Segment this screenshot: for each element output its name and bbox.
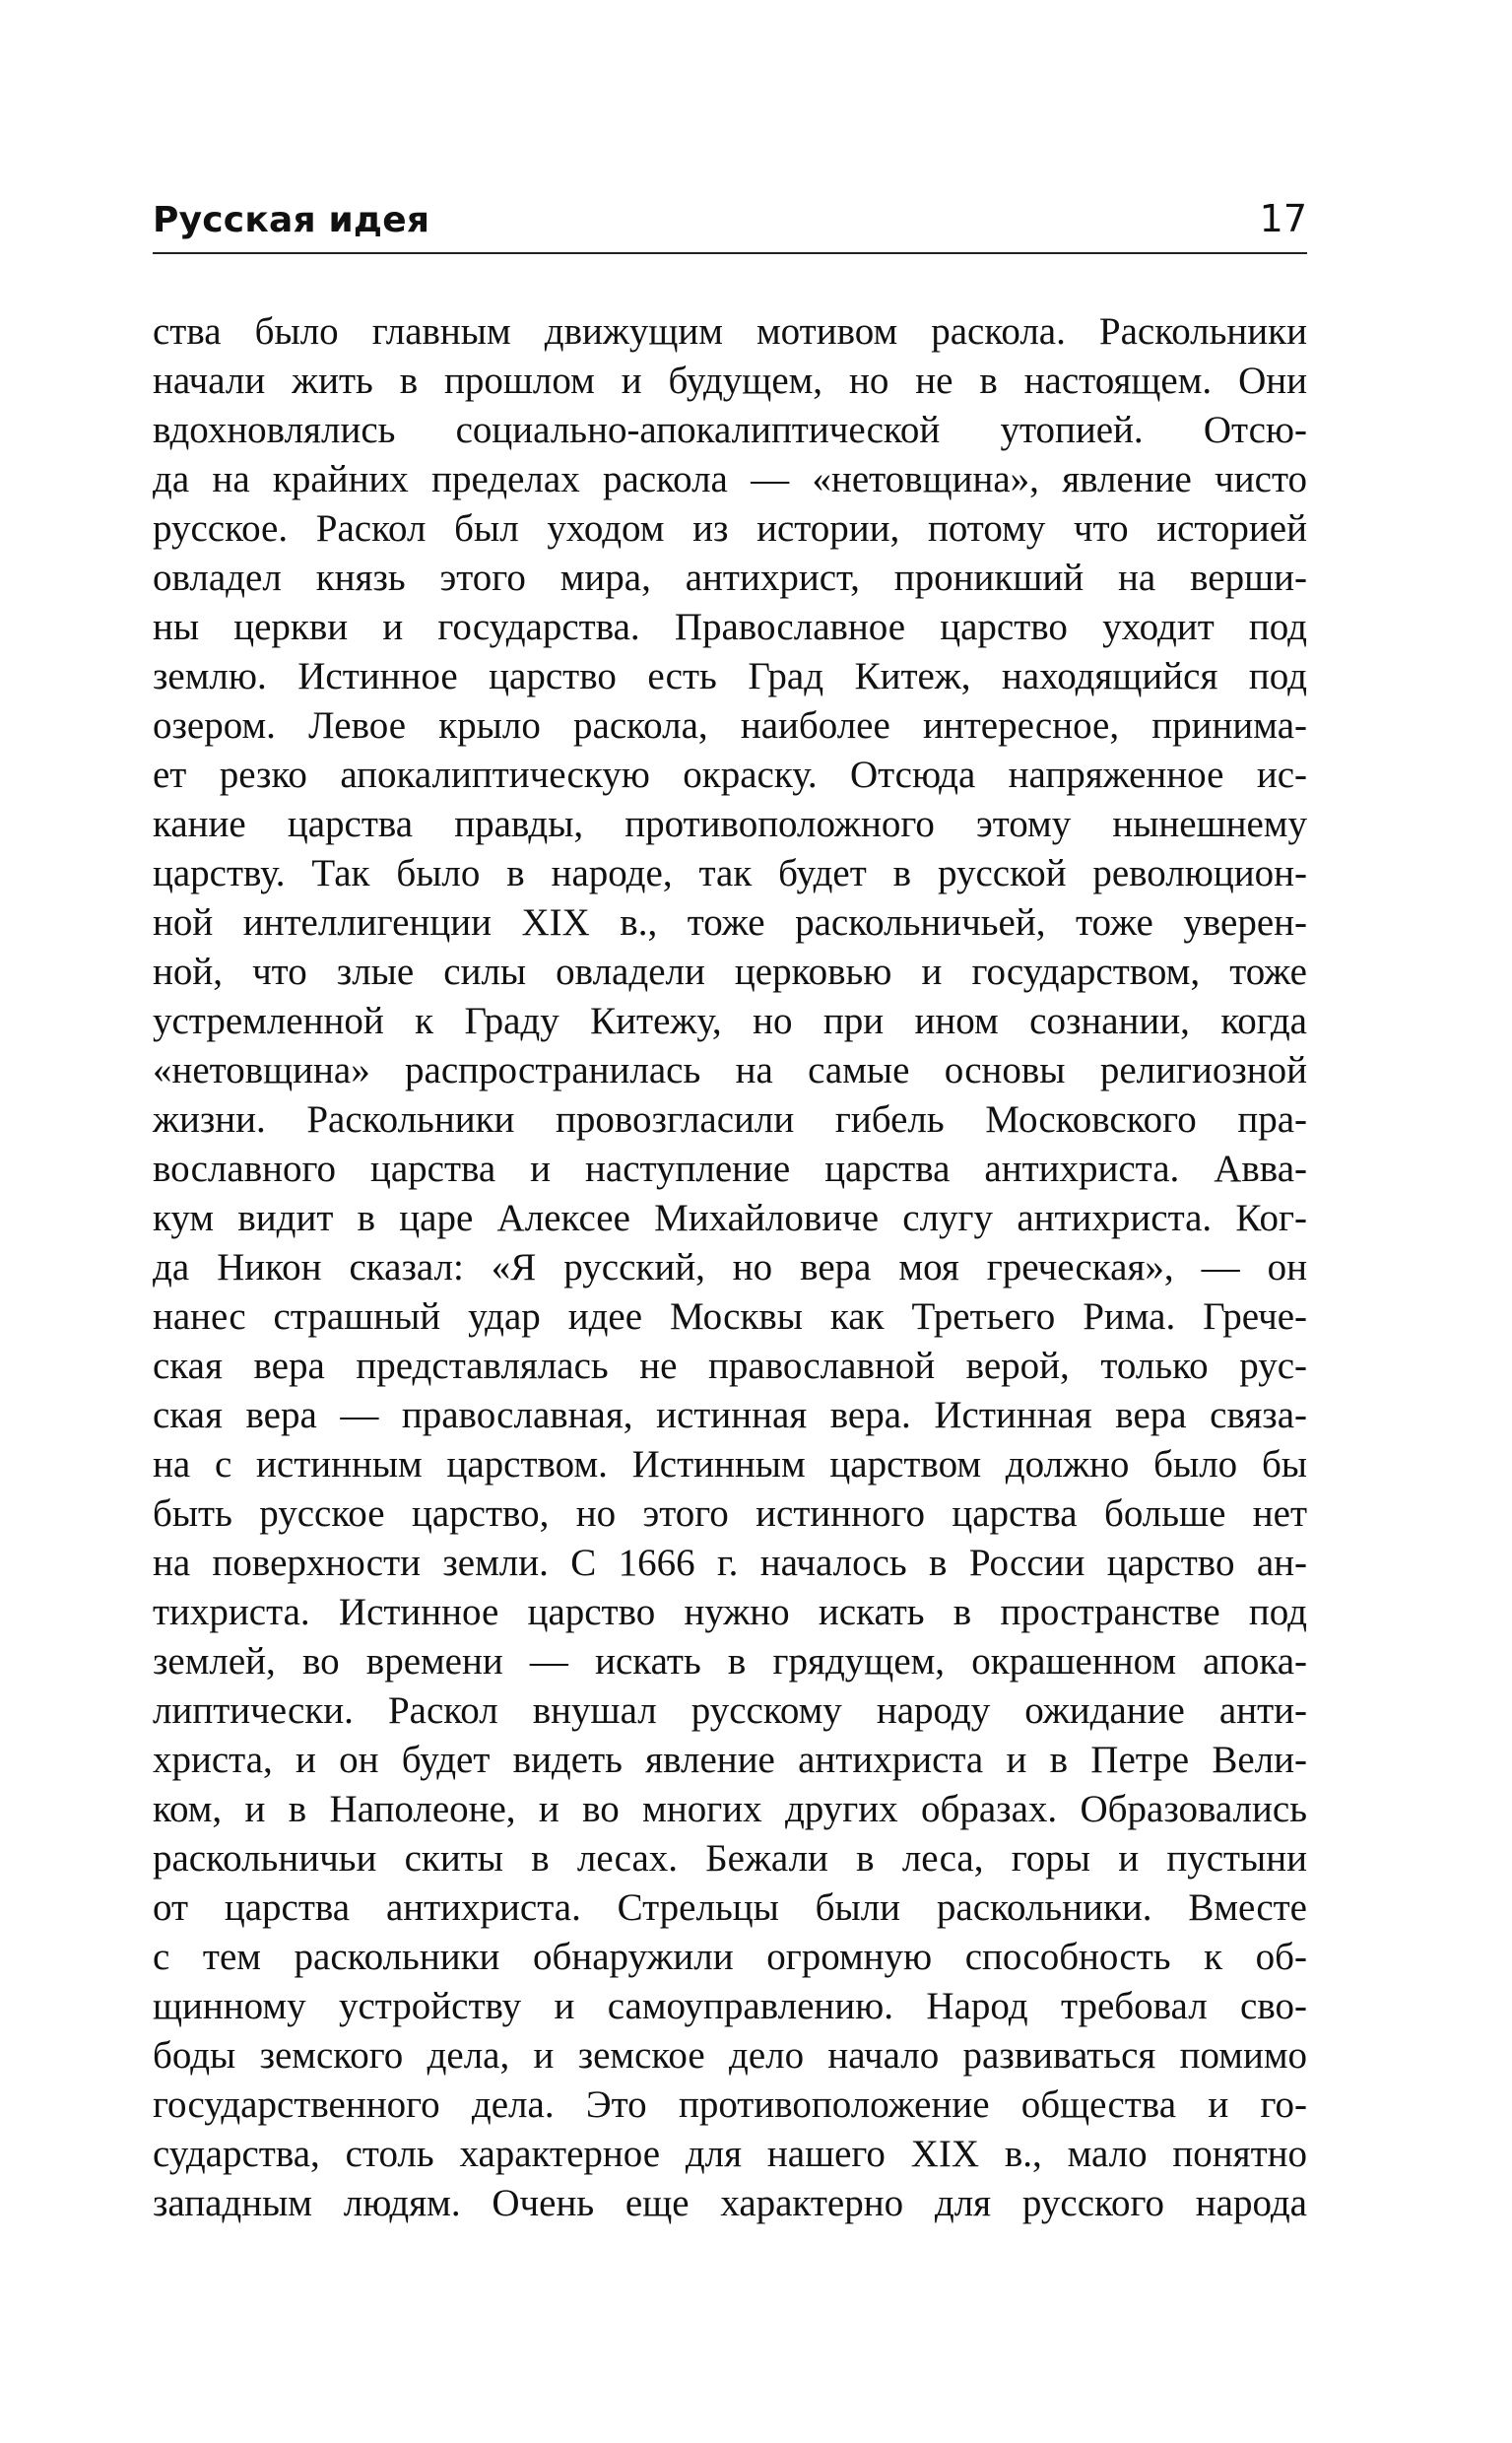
text-line: «нетовщина» распространилась на самые основы религиозной — [153, 1049, 1307, 1091]
text-line: сударства, столь характерное для нашего XIX в., мало понятно — [153, 2133, 1307, 2175]
text-line: раскольничьи скиты в лесах. Бежали в леса, горы и пустыни — [153, 1837, 1307, 1880]
text-line: вославного царства и наступление царства антихриста. Авва- — [153, 1148, 1307, 1190]
page-header — [153, 193, 1307, 254]
text-line: ком, и в Наполеоне, и во многих других образах. Образовались — [153, 1788, 1307, 1830]
text-line: от царства антихриста. Стрельцы были раскольники. Вместе — [153, 1886, 1307, 1929]
text-line: ская вера — православная, истинная вера. Истинная вера связа- — [153, 1394, 1307, 1436]
text-line: христа, и он будет видеть явление антихриста и в Петре Вели- — [153, 1739, 1307, 1781]
text-line: русское. Раскол был уходом из истории, потому что историей — [153, 507, 1307, 550]
page-number: 17 — [1259, 197, 1307, 240]
text-line: на с истинным царством. Истинным царством должно было бы — [153, 1443, 1307, 1486]
text-line: да Никон сказал: «Я русский, но вера моя греческая», — он — [153, 1246, 1307, 1288]
text-line: ет резко апокалиптическую окраску. Отсюда напряженное ис- — [153, 754, 1307, 796]
text-line: тихриста. Истинное царство нужно искать в пространстве под — [153, 1591, 1307, 1633]
body-text — [153, 307, 1307, 2228]
running-title: Русская идея — [153, 200, 430, 240]
text-line: на поверхности земли. С 1666 г. началось в России царство ан- — [153, 1542, 1307, 1584]
text-line: ной интеллигенции XIX в., тоже раскольничьей, тоже уверен- — [153, 901, 1307, 944]
text-line: ская вера представлялась не православной верой, только рус- — [153, 1345, 1307, 1387]
text-line: боды земского дела, и земское дело начало развиваться помимо — [153, 2034, 1307, 2077]
text-line: ства было главным движущим мотивом раскола. Раскольники — [153, 310, 1307, 353]
text-line: озером. Левое крыло раскола, наиболее интересное, принима- — [153, 704, 1307, 747]
text-line: быть русское царство, но этого истинного царства больше нет — [153, 1492, 1307, 1535]
text-line: вдохновлялись социально-апокалиптической утопией. Отсю- — [153, 409, 1307, 451]
text-line: щинному устройству и самоуправлению. Народ требовал сво- — [153, 1985, 1307, 2027]
text-line: кание царства правды, противоположного этому нынешнему — [153, 803, 1307, 845]
text-line: ной, что злые силы овладели церковью и государством, тоже — [153, 951, 1307, 993]
text-line: царству. Так было в народе, так будет в русской революцион- — [153, 852, 1307, 894]
text-line: государственного дела. Это противоположение общества и го- — [153, 2083, 1307, 2126]
text-line: липтически. Раскол внушал русскому народу ожидание анти- — [153, 1689, 1307, 1732]
text-line: устремленной к Граду Китежу, но при ином сознании, когда — [153, 1000, 1307, 1042]
text-line: западным людям. Очень еще характерно для русского народа — [153, 2182, 1307, 2224]
text-line: землей, во времени — искать в грядущем, окрашенном апока- — [153, 1640, 1307, 1683]
text-line: землю. Истинное царство есть Град Китеж, находящийся под — [153, 655, 1307, 697]
text-line: жизни. Раскольники провозгласили гибель Московского пра- — [153, 1098, 1307, 1141]
text-line: овладел князь этого мира, антихрист, проникший на верши- — [153, 557, 1307, 599]
text-line: да на крайних пределах раскола — «нетовщина», явление чисто — [153, 458, 1307, 500]
text-line: кум видит в царе Алексее Михайловиче слугу антихриста. Ког- — [153, 1197, 1307, 1239]
text-line: ны церкви и государства. Православное царство уходит под — [153, 606, 1307, 648]
text-line: начали жить в прошлом и будущем, но не в настоящем. Они — [153, 360, 1307, 402]
text-line: с тем раскольники обнаружили огромную способность к об- — [153, 1936, 1307, 1978]
text-line: нанес страшный удар идее Москвы как Третьего Рима. Грече- — [153, 1295, 1307, 1338]
